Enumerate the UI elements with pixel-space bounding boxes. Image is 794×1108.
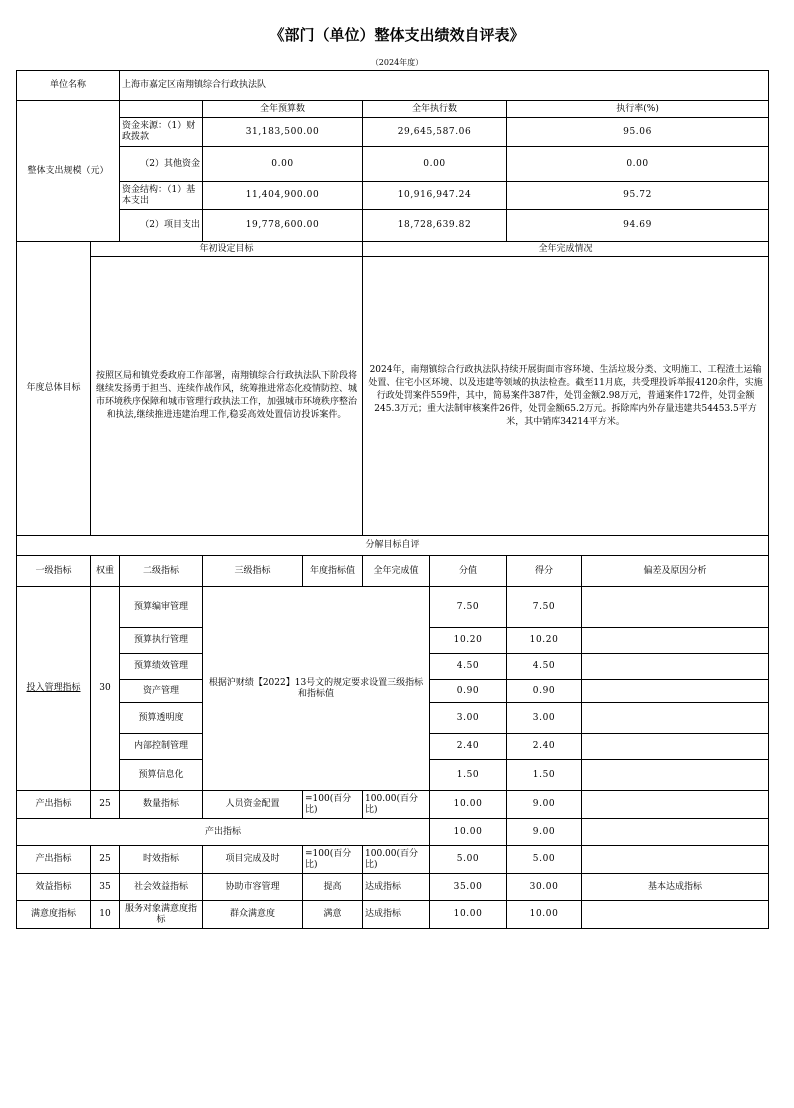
output1-level2: 数量指标 xyxy=(120,791,203,819)
input-level2: 预算透明度 xyxy=(120,703,203,734)
output1-level3: 人员资金配置 xyxy=(203,791,303,819)
input-note xyxy=(582,587,769,628)
input-got: 1.50 xyxy=(507,760,582,791)
input-got: 2.40 xyxy=(507,734,582,760)
eval-header: 全年完成值 xyxy=(363,556,430,587)
input-score: 10.20 xyxy=(430,628,507,654)
scale-row-label: （2）项目支出 xyxy=(120,210,203,242)
scale-header-exec: 全年执行数 xyxy=(363,101,507,118)
scale-header-rate: 执行率(%) xyxy=(507,101,769,118)
input-note xyxy=(582,628,769,654)
input-note xyxy=(582,654,769,680)
scale-exec: 18,728,639.82 xyxy=(363,210,507,242)
output2-level3: 项目完成及时 xyxy=(203,846,303,874)
input-note xyxy=(582,703,769,734)
scale-row-label: 资金结构：（1）基本支出 xyxy=(120,182,203,210)
benefit-score: 35.00 xyxy=(430,874,507,901)
scale-exec: 10,916,947.24 xyxy=(363,182,507,210)
input-weight: 30 xyxy=(91,587,120,791)
goal-target-text: 按照区局和镇党委政府工作部署，南翔镇综合行政执法队下阶段将继续发扬勇于担当、连续作战作风，统筹推进常态化疫情防控、城市环境秩序保障和城市管理行政执法工作，加强城市环境秩序整治和执法,继续推进违建治理工作,稳妥高效处置信访投诉案件。 xyxy=(91,257,363,536)
output1-level1: 产出指标 xyxy=(17,791,91,819)
output-subtotal-score: 10.00 xyxy=(430,819,507,846)
input-score: 2.40 xyxy=(430,734,507,760)
scale-budget: 0.00 xyxy=(203,147,363,182)
eval-header: 分值 xyxy=(430,556,507,587)
scale-row-label: 资金来源：（1）财政拨款 xyxy=(120,118,203,147)
page-title: 《部门（单位）整体支出绩效自评表》 xyxy=(269,26,525,44)
scale-budget: 31,183,500.00 xyxy=(203,118,363,147)
unit-name-value: 上海市嘉定区南翔镇综合行政执法队 xyxy=(120,71,769,101)
input-got: 7.50 xyxy=(507,587,582,628)
output2-target: =100(百分比) xyxy=(303,846,363,874)
satisfaction-done: 达成指标 xyxy=(363,901,430,929)
eval-header: 二级指标 xyxy=(120,556,203,587)
input-level2: 资产管理 xyxy=(120,680,203,703)
output1-score: 10.00 xyxy=(430,791,507,819)
benefit-weight: 35 xyxy=(91,874,120,901)
eval-header: 年度指标值 xyxy=(303,556,363,587)
input-level2: 预算执行管理 xyxy=(120,628,203,654)
input-score: 7.50 xyxy=(430,587,507,628)
output1-weight: 25 xyxy=(91,791,120,819)
benefit-level3: 协助市容管理 xyxy=(203,874,303,901)
satisfaction-level1: 满意度指标 xyxy=(17,901,91,929)
output-subtotal-got: 9.00 xyxy=(507,819,582,846)
eval-header: 权重 xyxy=(91,556,120,587)
eval-header: 三级指标 xyxy=(203,556,303,587)
eval-header: 偏差及原因分析 xyxy=(582,556,769,587)
scale-rate: 0.00 xyxy=(507,147,769,182)
output-subtotal-label: 产出指标 xyxy=(17,819,430,846)
input-level2: 内部控制管理 xyxy=(120,734,203,760)
satisfaction-weight: 10 xyxy=(91,901,120,929)
benefit-done: 达成指标 xyxy=(363,874,430,901)
scale-label: 整体支出规模（元） xyxy=(17,101,120,242)
input-note xyxy=(582,760,769,791)
output2-level2: 时效指标 xyxy=(120,846,203,874)
benefit-level2: 社会效益指标 xyxy=(120,874,203,901)
output2-weight: 25 xyxy=(91,846,120,874)
scale-budget: 11,404,900.00 xyxy=(203,182,363,210)
scale-exec: 29,645,587.06 xyxy=(363,118,507,147)
goal-done-text: 2024年，南翔镇综合行政执法队持续开展街面市容环境、生活垃圾分类、文明施工、工程渣土运输处置、住宅小区环境、以及违建等领域的执法检查。截至11月底，共受理投诉举报4120余件，实施行政处罚案件559件，其中，简易案件387件，处罚金额2.98万元，普通案件172件，处罚金额245.3万元；重大法制审核案件26件，处罚金额65.2万元。拆除库内外存量违建共54453.5平方米，其中销库34214平方米。 xyxy=(363,257,769,536)
input-got: 4.50 xyxy=(507,654,582,680)
input-note xyxy=(582,734,769,760)
input-note xyxy=(582,680,769,703)
output1-target: =100(百分比) xyxy=(303,791,363,819)
output1-got: 9.00 xyxy=(507,791,582,819)
goal-head-done: 全年完成情况 xyxy=(363,242,769,257)
input-got: 0.90 xyxy=(507,680,582,703)
scale-row-label: （2）其他资金 xyxy=(120,147,203,182)
input-level3: 根据沪财绩【2022】13号文的规定要求设置三级指标和指标值 xyxy=(203,587,430,791)
input-level2: 预算绩效管理 xyxy=(120,654,203,680)
scale-rate: 95.72 xyxy=(507,182,769,210)
output2-score: 5.00 xyxy=(430,846,507,874)
input-level2: 预算信息化 xyxy=(120,760,203,791)
input-got: 10.20 xyxy=(507,628,582,654)
unit-name-label: 单位名称 xyxy=(17,71,120,101)
eval-header: 一级指标 xyxy=(17,556,91,587)
satisfaction-target: 满意 xyxy=(303,901,363,929)
scale-header-budget: 全年预算数 xyxy=(203,101,363,118)
input-score: 1.50 xyxy=(430,760,507,791)
input-got: 3.00 xyxy=(507,703,582,734)
scale-budget: 19,778,600.00 xyxy=(203,210,363,242)
benefit-target: 提高 xyxy=(303,874,363,901)
benefit-got: 30.00 xyxy=(507,874,582,901)
output1-done: 100.00(百分比) xyxy=(363,791,430,819)
scale-exec: 0.00 xyxy=(363,147,507,182)
satisfaction-level3: 群众满意度 xyxy=(203,901,303,929)
scale-rate: 95.06 xyxy=(507,118,769,147)
benefit-level1: 效益指标 xyxy=(17,874,91,901)
satisfaction-note xyxy=(582,901,769,929)
output-subtotal-note xyxy=(582,819,769,846)
eval-header: 得分 xyxy=(507,556,582,587)
benefit-note: 基本达成指标 xyxy=(582,874,769,901)
input-score: 4.50 xyxy=(430,654,507,680)
satisfaction-got: 10.00 xyxy=(507,901,582,929)
goal-head-target: 年初设定目标 xyxy=(91,242,363,257)
scale-rate: 94.69 xyxy=(507,210,769,242)
output2-done: 100.00(百分比) xyxy=(363,846,430,874)
satisfaction-score: 10.00 xyxy=(430,901,507,929)
satisfaction-level2: 服务对象满意度指标 xyxy=(120,901,203,929)
goal-label: 年度总体目标 xyxy=(17,242,91,536)
evaluation-table xyxy=(16,70,769,929)
input-level2: 预算编审管理 xyxy=(120,587,203,628)
input-score: 3.00 xyxy=(430,703,507,734)
output1-note xyxy=(582,791,769,819)
report-year: （2024年度） xyxy=(370,58,424,67)
eval-section-title: 分解目标自评 xyxy=(17,536,769,556)
input-level1: 投入管理指标 xyxy=(17,587,91,791)
output2-got: 5.00 xyxy=(507,846,582,874)
output2-note xyxy=(582,846,769,874)
input-score: 0.90 xyxy=(430,680,507,703)
output2-level1: 产出指标 xyxy=(17,846,91,874)
